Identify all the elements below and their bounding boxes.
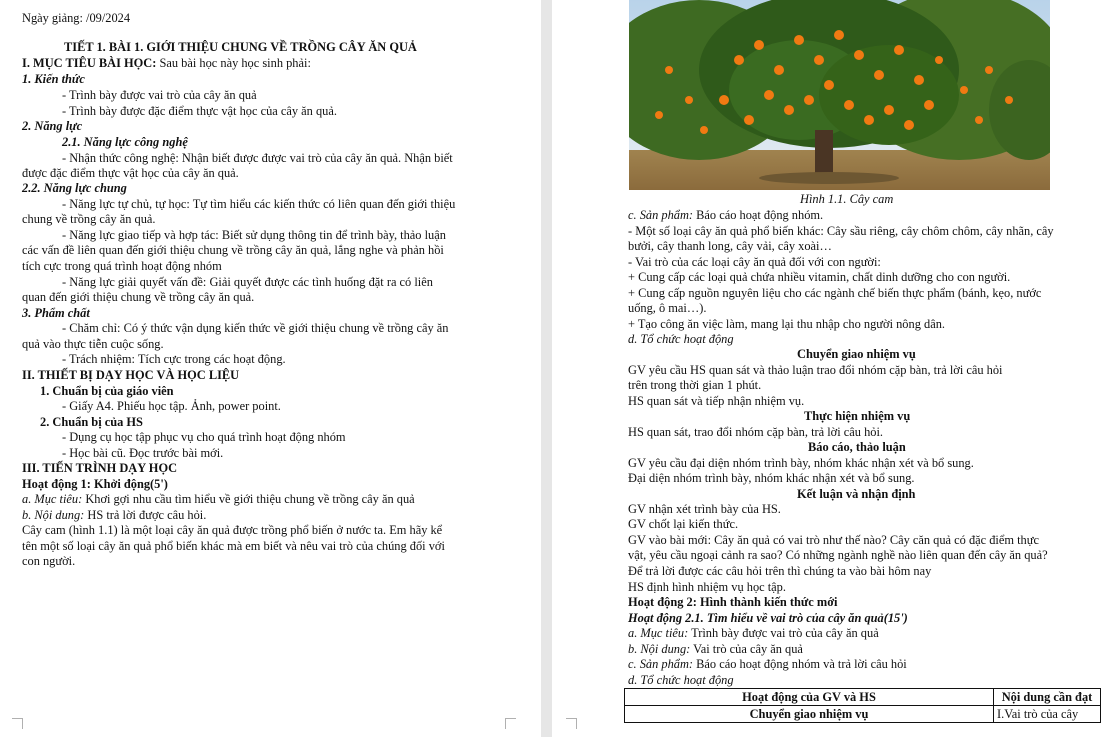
paragraph-line: quả vào thực tiễn cuộc sống.: [22, 337, 164, 351]
paragraph-line: vật, yêu cầu ngoại cảnh ra sao? Có những ngành nghề nào liên quan đến cây ăn quả?: [628, 548, 1048, 562]
activity-2-heading: Hoạt động 2: Hình thành kiến thức mới: [628, 595, 838, 609]
paragraph-line: a. Mục tiêu: Trình bày được vai trò của cây ăn quả: [628, 626, 879, 640]
paragraph-line: - Một số loại cây ăn quả phổ biến khác: Cây sầu riêng, cây chôm chôm, cây nhãn, cây: [628, 224, 1054, 238]
paragraph-line: tên một số loại cây ăn quả phổ biến khác mà em biết và nêu vai trò của chúng đối với: [22, 539, 445, 553]
page-corner-mark: [566, 718, 577, 729]
teaching-date: Ngày giảng: /09/2024: [22, 11, 131, 25]
paragraph-line: Cây cam (hình 1.1) là một loại cây ăn quả được trồng phổ biến ở nước ta. Em hãy kể: [22, 523, 443, 537]
lesson-title: TIẾT 1. BÀI 1. GIỚI THIỆU CHUNG VỀ TRỒNG CÂY ĂN QUẢ: [64, 40, 417, 54]
paragraph-line: HS định hình nhiệm vụ học tập.: [628, 580, 786, 594]
paragraph-line: - Năng lực tự chủ, tự học: Tự tìm hiểu các kiến thức có liên quan đến giới thiệu: [62, 197, 456, 211]
step-heading-perform: Thực hiện nhiệm vụ: [804, 409, 911, 423]
paragraph-line: + Tạo công ăn việc làm, mang lại thu nhập cho người nông dân.: [628, 317, 945, 331]
paragraph-line: d. Tổ chức hoạt động: [628, 673, 734, 687]
paragraph-line: - Năng lực giải quyết vấn đề: Giải quyết được các tình huống đặt ra có liên: [62, 275, 433, 289]
activity-2-1-heading: Hoạt động 2.1. Tìm hiểu về vai trò của cây ăn quả(15'): [628, 611, 908, 625]
document-page-left: [0, 0, 541, 737]
paragraph-line: Để trả lời được các câu hỏi trên thì chúng ta vào bài hôm nay: [628, 564, 932, 578]
table-header-cell: Hoạt động của GV và HS: [625, 689, 994, 706]
paragraph-line: - Trách nhiệm: Tích cực trong các hoạt động.: [62, 352, 286, 366]
paragraph-line: + Cung cấp nguồn nguyên liệu cho các ngành chế biến thực phẩm (bánh, kẹo, nước: [628, 286, 1042, 300]
figure-caption: Hình 1.1. Cây cam: [800, 192, 894, 206]
orange-tree-photo: [629, 0, 1050, 190]
tech-competence-heading: 2.1. Năng lực công nghệ: [62, 135, 188, 149]
step-heading-assign: Chuyển giao nhiệm vụ: [797, 347, 916, 361]
table-header-cell: Nội dung cần đạt: [994, 689, 1101, 706]
step-heading-report: Báo cáo, thảo luận: [808, 440, 906, 454]
table-row: [625, 706, 1101, 723]
paragraph-line: GV yêu cầu HS quan sát và thảo luận trao đổi nhóm cặp bàn, trả lời câu hỏi: [628, 363, 1003, 377]
paragraph-line: GV vào bài mới: Cây ăn quả có vai trò như thế nào? Cây căn quả có đặc điểm thực: [628, 533, 1039, 547]
paragraph-line: a. Mục tiêu: Khơi gợi nhu cầu tìm hiểu về giới thiệu chung về trồng cây ăn quả: [22, 492, 415, 506]
activity-1-heading: Hoạt động 1: Khởi động(5'): [22, 477, 168, 491]
paragraph-line: - Dụng cụ học tập phục vụ cho quá trình hoạt động nhóm: [62, 430, 346, 444]
paragraph-line: + Cung cấp các loại quả chứa nhiều vitamin, chất dinh dưỡng cho con người.: [628, 270, 1011, 284]
paragraph-line: các vấn đề liên quan đến giới thiệu chung về trồng cây ăn quả, lắng nghe và phản hồi: [22, 243, 444, 257]
table-header-row: [625, 689, 1101, 706]
competence-heading: 2. Năng lực: [22, 119, 83, 133]
teacher-prep-heading: 1. Chuẩn bị của giáo viên: [40, 384, 174, 398]
section-procedure: III. TIẾN TRÌNH DẠY HỌC: [22, 461, 178, 475]
paragraph-line: c. Sản phẩm: Báo cáo hoạt động nhóm và trả lời câu hỏi: [628, 657, 907, 671]
paragraph-line: - Giấy A4. Phiếu học tập. Ảnh, power point.: [62, 399, 281, 413]
paragraph-line: chung về trồng cây ăn quả.: [22, 212, 156, 226]
document-page-right: [552, 0, 1112, 737]
paragraph-line: uống, ô mai…).: [628, 301, 707, 315]
paragraph-line: HS quan sát và tiếp nhận nhiệm vụ.: [628, 394, 805, 408]
knowledge-item: - Trình bày được đặc điểm thực vật học của cây ăn quả.: [62, 104, 337, 118]
page-corner-mark: [12, 718, 23, 729]
paragraph-line: GV chốt lại kiến thức.: [628, 517, 739, 531]
section-equipment: II. THIẾT BỊ DẠY HỌC VÀ HỌC LIỆU: [22, 368, 240, 382]
paragraph-line: b. Nội dung: Vai trò của cây ăn quả: [628, 642, 803, 656]
paragraph-line: con người.: [22, 554, 76, 568]
paragraph-line: quan đến giới thiệu chung về trồng cây ăn quả.: [22, 290, 255, 304]
paragraph-line: - Nhận thức công nghệ: Nhận biết được được vai trò của cây ăn quả. Nhận biết: [62, 151, 453, 165]
paragraph-line: c. Sản phẩm: Báo cáo hoạt động nhóm.: [628, 208, 824, 222]
paragraph-line: GV nhận xét trình bày của HS.: [628, 502, 781, 516]
activity-table: [624, 688, 1101, 723]
qualities-heading: 3. Phẩm chất: [22, 306, 90, 320]
paragraph-line: tích cực trong quá trình hoạt động nhóm: [22, 259, 222, 273]
knowledge-item: - Trình bày được vai trò của cây ăn quả: [62, 88, 257, 102]
student-prep-heading: 2. Chuẩn bị của HS: [40, 415, 143, 429]
paragraph-line: được đặc điểm thực vật học của cây ăn quả.: [22, 166, 239, 180]
paragraph-line: - Chăm chỉ: Có ý thức vận dụng kiến thức về giới thiệu chung về trồng cây ăn: [62, 321, 449, 335]
section-objectives: I. MỤC TIÊU BÀI HỌC: Sau bài học này học sinh phải:: [22, 56, 311, 70]
paragraph-line: GV yêu cầu đại diện nhóm trình bày, nhóm khác nhận xét và bổ sung.: [628, 456, 974, 470]
paragraph-line: Đại diện nhóm trình bày, nhóm khác nhận xét và bổ sung.: [628, 471, 915, 485]
paragraph-line: trên trong thời gian 1 phút.: [628, 378, 762, 392]
paragraph-line: bưởi, cây thanh long, cây vải, cây xoài…: [628, 239, 832, 253]
paragraph-line: HS quan sát, trao đổi nhóm cặp bàn, trả lời câu hỏi.: [628, 425, 883, 439]
table-cell: I.Vai trò của cây: [994, 706, 1101, 723]
paragraph-line: - Học bài cũ. Đọc trước bài mới.: [62, 446, 224, 460]
step-heading-conclude: Kết luận và nhận định: [797, 487, 916, 501]
paragraph-line: d. Tổ chức hoạt động: [628, 332, 734, 346]
paragraph-line: b. Nội dung: HS trả lời được câu hỏi.: [22, 508, 207, 522]
paragraph-line: - Năng lực giao tiếp và hợp tác: Biết sử dụng thông tin để trình bày, thảo luận: [62, 228, 446, 242]
general-competence-heading: 2.2. Năng lực chung: [22, 181, 127, 195]
page-corner-mark: [505, 718, 516, 729]
paragraph-line: - Vai trò của các loại cây ăn quả đối với con người:: [628, 255, 881, 269]
knowledge-heading: 1. Kiến thức: [22, 72, 85, 86]
table-cell: Chuyển giao nhiệm vụ: [625, 706, 994, 723]
